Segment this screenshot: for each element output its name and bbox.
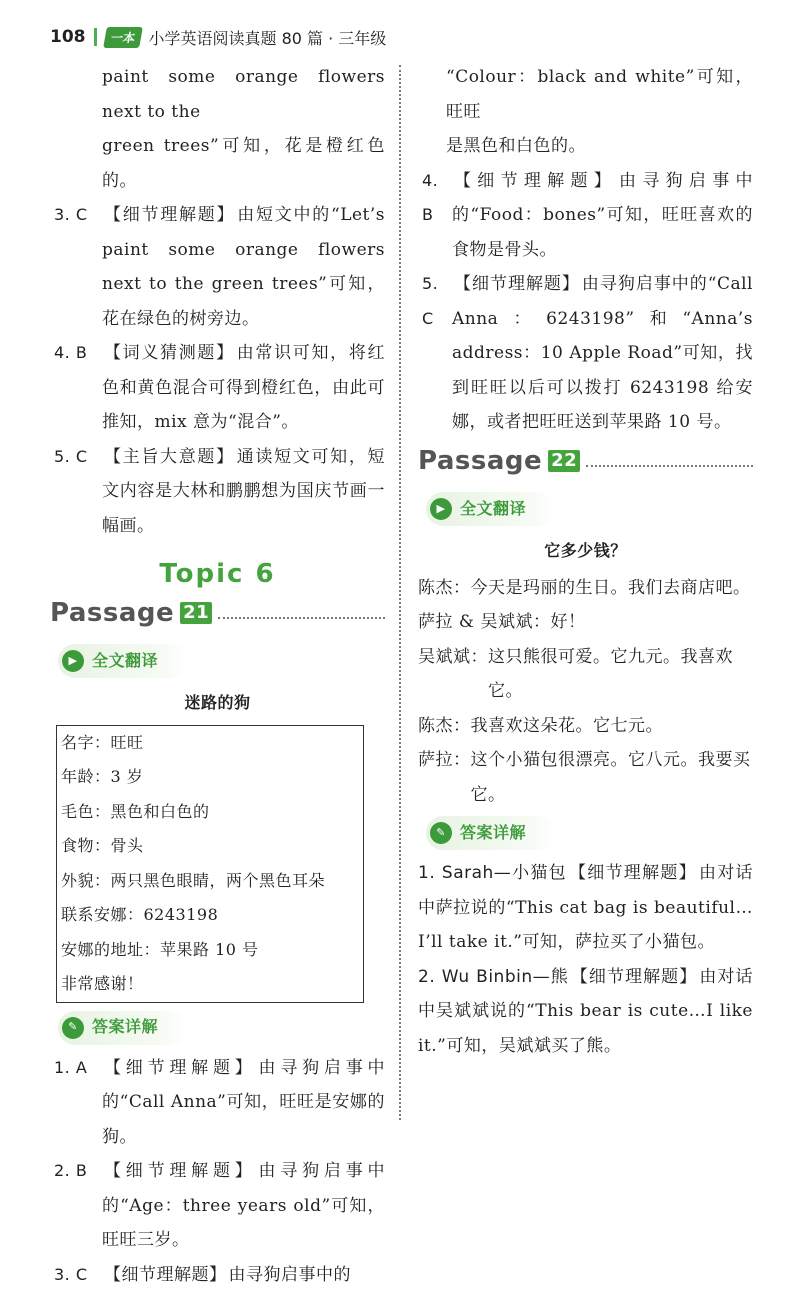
play-icon: ▶ bbox=[430, 498, 452, 520]
answer-item bbox=[50, 1051, 385, 1155]
notice-line: 安娜的地址：苹果路 10 号 bbox=[61, 933, 363, 968]
answer-explanation: 通读短文可知，短文内容是大林和鹏鹏想为国庆节画一幅画。 bbox=[102, 447, 385, 536]
passage-label: Passage bbox=[418, 444, 542, 479]
answer-explanation: 由寻狗启事中的 bbox=[229, 1265, 352, 1285]
dialog-line bbox=[418, 640, 753, 709]
right-column bbox=[418, 60, 753, 1063]
dialog-line bbox=[418, 709, 753, 744]
notice-line: 联系安娜：6243198 bbox=[61, 898, 363, 933]
answer-number: 1. A bbox=[50, 1051, 102, 1155]
answer-item bbox=[50, 440, 385, 544]
dialog-line bbox=[418, 571, 753, 606]
notice-line: 毛色：黑色和白色的 bbox=[61, 795, 363, 830]
passage-number: 22 bbox=[548, 450, 580, 472]
speaker: 吴斌斌： bbox=[418, 640, 488, 709]
dialog-line bbox=[418, 605, 753, 640]
question-type: 【细节理解题】 bbox=[104, 1058, 257, 1078]
question-type: 【细节理解题】 bbox=[569, 863, 697, 883]
notice-line: 非常感谢！ bbox=[61, 967, 363, 1002]
answer-number: 5. C bbox=[418, 267, 452, 440]
speaker: 陈杰： bbox=[418, 709, 471, 744]
column-divider bbox=[399, 65, 401, 1120]
question-type: 【细节理解题】 bbox=[104, 205, 235, 225]
utterance: 这个小猫包很漂亮。它八元。我要买它。 bbox=[471, 743, 754, 812]
dotted-rule bbox=[218, 617, 385, 619]
answer-item bbox=[50, 336, 385, 440]
speaker: 萨拉： bbox=[418, 743, 471, 812]
notice-line: 名字：旺旺 bbox=[61, 726, 363, 761]
dialog-line bbox=[418, 743, 753, 812]
play-icon: ▶ bbox=[62, 650, 84, 672]
translation-title: 迷路的狗 bbox=[50, 686, 385, 721]
answer-item bbox=[418, 960, 753, 1064]
question-type: 【细节理解题】 bbox=[104, 1265, 227, 1285]
answer-explanation: 由对话中萨拉说的“This cat bag is beautiful…I’ll take it.”可知，萨拉买了小猫包。 bbox=[418, 863, 753, 952]
translation-label: ▶ 全文翻译 bbox=[58, 644, 188, 678]
utterance: 我喜欢这朵花。它七元。 bbox=[471, 709, 754, 744]
dotted-rule bbox=[586, 465, 753, 467]
answer-number: 1. Sarah—小猫包 bbox=[418, 863, 567, 883]
question-type: 【细节理解题】 bbox=[454, 171, 617, 191]
lost-dog-notice bbox=[56, 725, 364, 1003]
question-type: 【细节理解题】 bbox=[571, 967, 698, 987]
answer-explanation: 由对话中吴斌斌说的“This bear is cute…I like it.”可知，吴斌斌买了熊。 bbox=[418, 967, 753, 1056]
answer-number: 3. C bbox=[50, 1258, 102, 1292]
answer-number: 2. Wu Binbin—熊 bbox=[418, 967, 569, 987]
passage-label: Passage bbox=[50, 596, 174, 631]
answer-item bbox=[418, 267, 753, 440]
answer-explanation: 由寻狗启事中的“Call Anna”可知，旺旺是安娜的狗。 bbox=[102, 1058, 385, 1147]
utterance: 这只熊很可爱。它九元。我喜欢它。 bbox=[488, 640, 753, 709]
answer-explanation: 由短文中的“Let’s paint some orange flowers next to the green trees”可知，花在绿色的树旁边。 bbox=[102, 205, 385, 329]
publisher-logo: 一本 bbox=[103, 27, 143, 48]
page-header bbox=[50, 22, 386, 52]
question-type: 【细节理解题】 bbox=[454, 274, 580, 294]
answer-explanation: 由寻狗启事中的“Food：bones”可知，旺旺喜欢的食物是骨头。 bbox=[452, 171, 753, 260]
answer-explanation: 由寻狗启事中的“Call Anna：6243198”和“Anna’s address：10 Apple Road”可知，找到旺旺以后可以拨打 6243198 给安娜，或者把旺旺送到苹果路 10 号。 bbox=[452, 274, 753, 432]
speaker: 萨拉 & 吴斌斌： bbox=[418, 605, 550, 640]
leaf-icon: ✎ bbox=[62, 1017, 84, 1039]
continued-text: paint some orange flowers next to the green trees”可知，花是橙红色的。 bbox=[50, 60, 385, 198]
answer-item bbox=[418, 856, 753, 960]
utterance: 好！ bbox=[550, 605, 753, 640]
passage-number: 21 bbox=[180, 602, 212, 624]
notice-line: 年龄：3 岁 bbox=[61, 760, 363, 795]
continued-text: “Colour：black and white”可知，旺旺 是黑色和白色的。 bbox=[418, 60, 753, 164]
topic-heading: Topic 6 bbox=[50, 557, 385, 592]
passage-heading bbox=[418, 444, 753, 479]
answers-label: ✎ 答案详解 bbox=[58, 1011, 188, 1045]
page-number: 108 bbox=[50, 27, 86, 47]
utterance: 今天是玛丽的生日。我们去商店吧。 bbox=[471, 571, 754, 606]
notice-line: 食物：骨头 bbox=[61, 829, 363, 864]
question-type: 【主旨大意题】 bbox=[104, 447, 235, 467]
answer-number: 4. B bbox=[50, 336, 102, 440]
answer-item bbox=[50, 1258, 385, 1292]
leaf-icon: ✎ bbox=[430, 822, 452, 844]
question-type: 【细节理解题】 bbox=[104, 1161, 257, 1181]
passage-heading bbox=[50, 596, 385, 631]
answer-number: 3. C bbox=[50, 198, 102, 336]
answer-number: 4. B bbox=[418, 164, 452, 268]
notice-line: 外貌：两只黑色眼睛，两个黑色耳朵 bbox=[61, 864, 363, 899]
translation-title: 它多少钱？ bbox=[418, 534, 753, 569]
translation-label: ▶ 全文翻译 bbox=[426, 492, 556, 526]
question-type: 【词义猜测题】 bbox=[104, 343, 235, 363]
speaker: 陈杰： bbox=[418, 571, 471, 606]
answer-number: 5. C bbox=[50, 440, 102, 544]
answer-explanation: 由寻狗启事中的“Age：three years old”可知，旺旺三岁。 bbox=[102, 1161, 385, 1250]
book-title: 小学英语阅读真题 80 篇 · 三年级 bbox=[149, 26, 387, 49]
answer-number: 2. B bbox=[50, 1154, 102, 1258]
left-column bbox=[50, 60, 385, 1292]
answer-explanation: 由常识可知，将红色和黄色混合可得到橙红色，由此可推知，mix 意为“混合”。 bbox=[102, 343, 385, 432]
answers-label: ✎ 答案详解 bbox=[426, 816, 556, 850]
answer-item bbox=[50, 198, 385, 336]
header-divider bbox=[94, 28, 97, 46]
answer-item bbox=[418, 164, 753, 268]
